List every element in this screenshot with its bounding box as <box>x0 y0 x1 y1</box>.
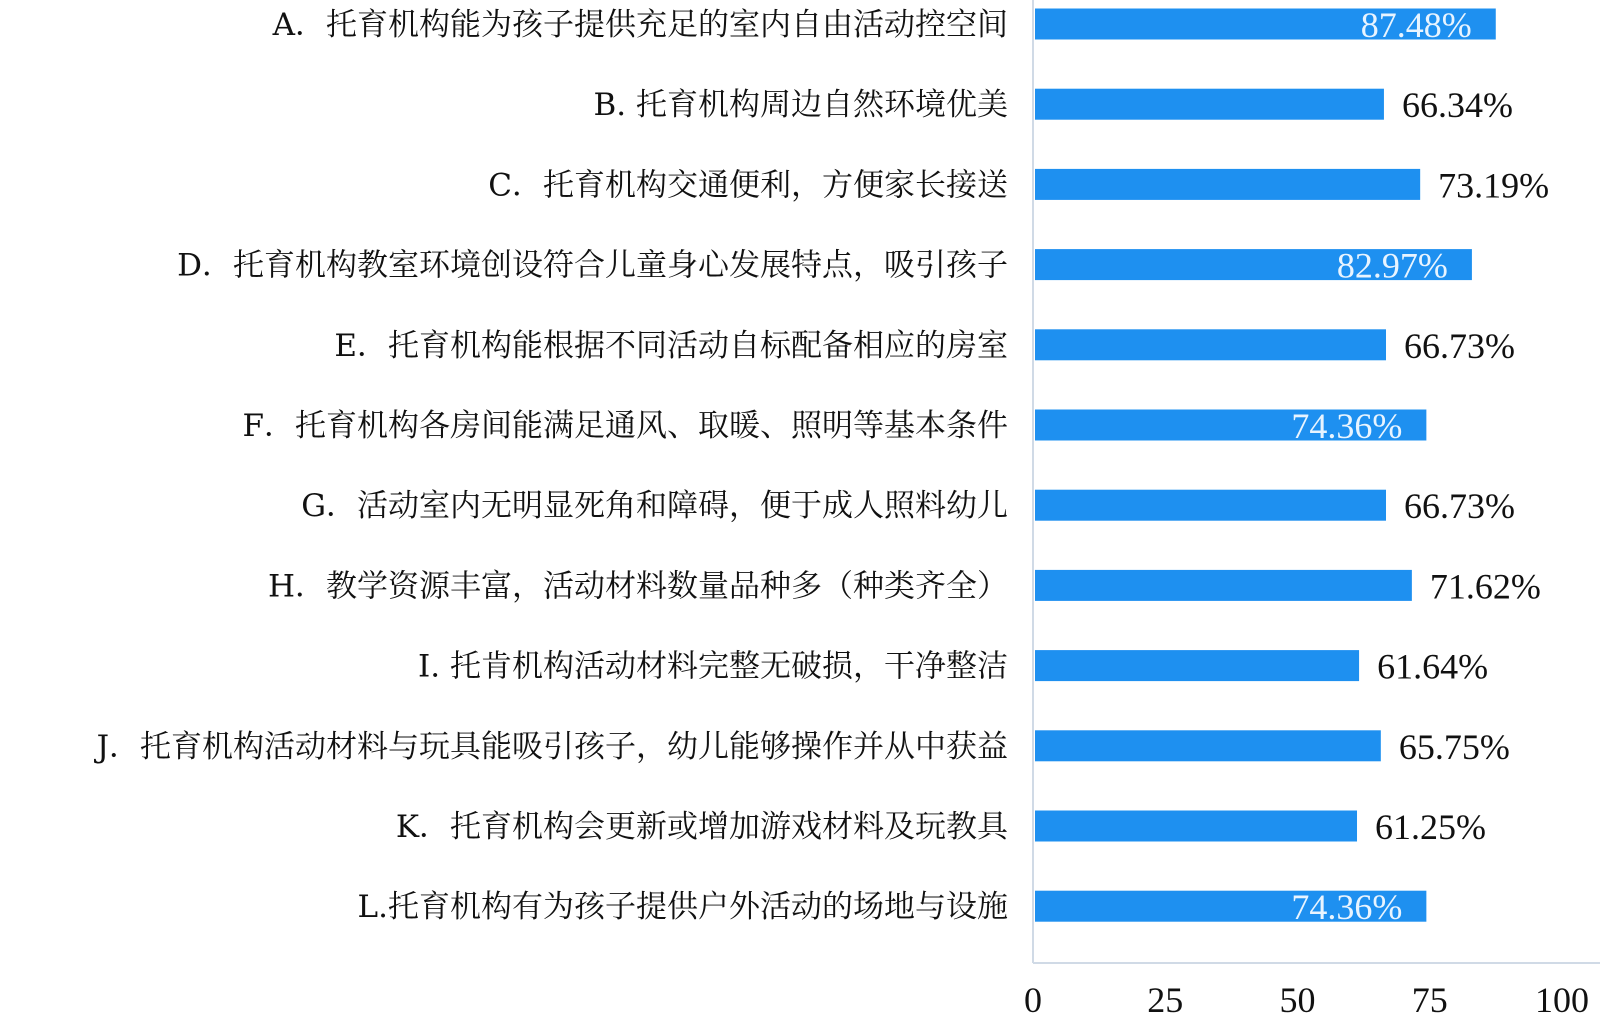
value-label: 87.48% <box>1360 5 1472 45</box>
category-label: K．托育机构会更新或增加游戏材料及玩教具 <box>395 809 1008 845</box>
value-label: 61.25% <box>1375 807 1487 847</box>
x-tick-label: 75 <box>1411 980 1448 1020</box>
value-label: 61.64% <box>1377 646 1489 687</box>
x-tick-label: 25 <box>1147 980 1184 1020</box>
bar <box>1035 730 1381 761</box>
category-label: E．托育机构能根据不同活动自标配备相应的房室 <box>334 327 1008 364</box>
category-label: B. 托育机构周边自然环境优美 <box>593 87 1008 124</box>
bar <box>1035 650 1359 681</box>
bars-layer <box>1035 9 1496 922</box>
value-label: 66.34% <box>1401 85 1513 126</box>
category-label: G．活动室内无明显死角和障碍，便于成人照料幼儿 <box>301 488 1008 525</box>
value-label: 74.36% <box>1291 887 1403 928</box>
bar <box>1035 329 1386 360</box>
category-label: F．托育机构各房间能满足通风、取暖、照明等基本条件 <box>242 408 1008 444</box>
value-labels-layer <box>1291 5 1549 927</box>
category-labels-layer <box>94 7 1010 925</box>
value-label: 74.36% <box>1291 406 1403 446</box>
value-label: 71.62% <box>1429 566 1541 607</box>
x-tick-labels-layer <box>1024 980 1589 1020</box>
category-label: J．托育机构活动材料与玩具能吸引孩子，幼儿能够操作并从中获益 <box>96 728 1008 765</box>
value-label: 73.19% <box>1438 165 1550 206</box>
category-label: D．托育机构教室环境创设符合儿童身心发展特点，吸引孩子 <box>177 247 1008 284</box>
value-label: 66.73% <box>1404 325 1516 366</box>
category-label: A．托育机构能为孩子提供充足的室内自由活动控空间 <box>272 7 1008 43</box>
value-label: 82.97% <box>1336 245 1448 286</box>
bar <box>1035 89 1384 120</box>
category-label: L.托育机构有为孩子提供户外活动的场地与设施 <box>357 889 1008 926</box>
category-label: C．托育机构交通便利，方便家长接送 <box>488 167 1008 204</box>
bar <box>1035 570 1412 601</box>
bar <box>1035 490 1386 521</box>
value-label: 65.75% <box>1398 726 1510 767</box>
bar <box>1035 169 1420 200</box>
x-tick-label: 0 <box>1024 980 1042 1020</box>
value-label: 66.73% <box>1404 486 1516 527</box>
x-tick-label: 50 <box>1279 980 1316 1020</box>
category-label: H．教学资源丰富，活动材料数量品种多（种类齐全） <box>267 568 1008 605</box>
bar <box>1035 811 1357 842</box>
x-tick-label: 100 <box>1535 980 1589 1020</box>
category-label: I. 托肯机构活动材料完整无破损，干净整洁 <box>418 648 1008 685</box>
